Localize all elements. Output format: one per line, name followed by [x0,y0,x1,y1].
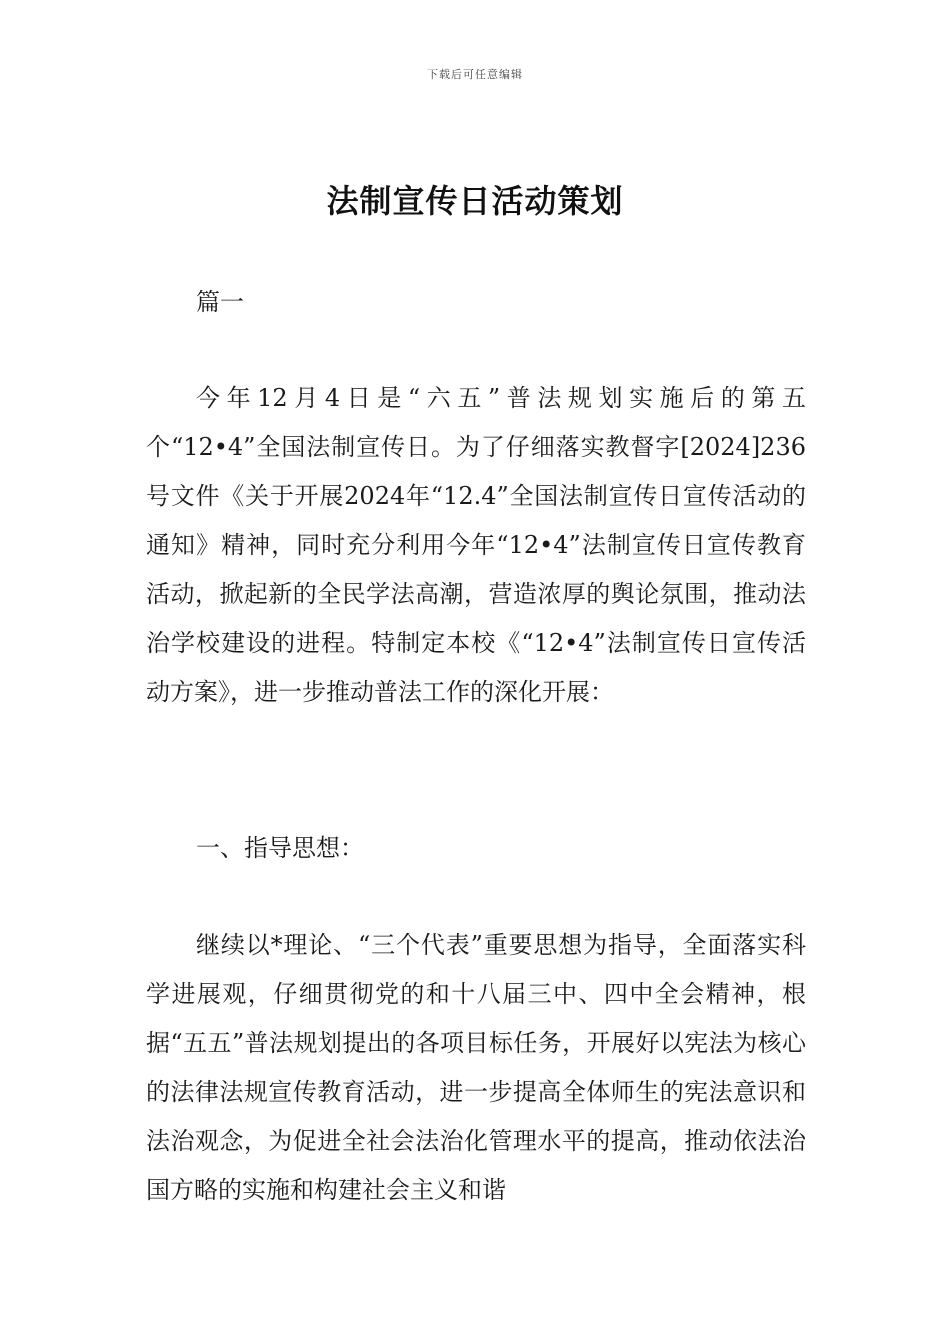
guiding-paragraph: 继续以*理论、“三个代表”重要思想为指导，全面落实科学进展观，仔细贯彻党的和十八届三中、四中全会精神，根据“五五”普法规划提出的各项目标任务，开展好以宪法为核心的法律法规宣传教育活动，进一步提高全体师生的宪法意识和法治观念，为促进全社会法治化管理水平的提高，推动依法治国方略的实施和构建社会主义和谐 [146,931,806,1204]
heading-guiding-thought: 一、指导思想： [196,834,364,862]
document-title: 法制宣传日活动策划 [326,182,624,220]
intro-paragraph: 今年12月4日是“六五”普法规划实施后的第五个“12•4”全国法制宣传日。为了仔细落实教督字[2024]236号文件《关于开展2024年“12.4”全国法制宣传日宣传活动的通知》精神，同时充分利用今年“12•4”法制宣传日宣传教育活动，掀起新的全民学法高潮，营造浓厚的舆论氛围，推动法治学校建设的进程。特制定本校《“12•4”法制宣传日宣传活动方案》，进一步推动普法工作的深化开展： [146,384,806,706]
section-label: 篇一 [196,288,244,316]
header-note: 下载后可任意编辑 [427,68,523,81]
